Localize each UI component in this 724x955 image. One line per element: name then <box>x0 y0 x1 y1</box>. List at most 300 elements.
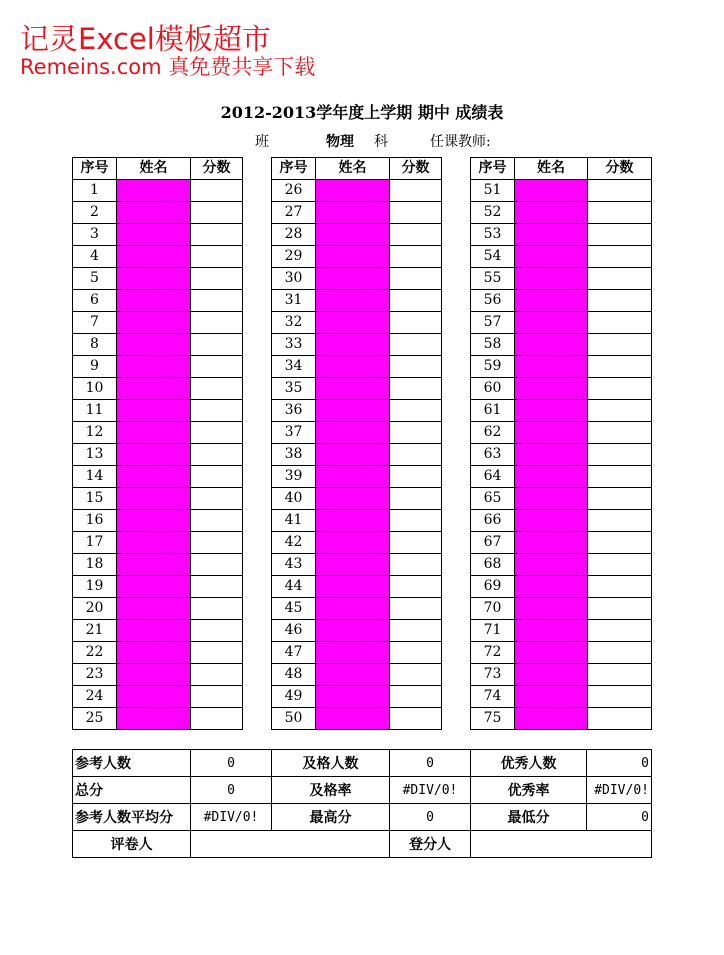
score-cell[interactable] <box>191 246 243 268</box>
table-row <box>73 246 243 268</box>
student-name-cell[interactable] <box>515 598 588 620</box>
table-row <box>73 312 243 334</box>
student-name-cell[interactable] <box>515 312 588 334</box>
row-number: 40 <box>272 488 316 510</box>
student-name-cell[interactable] <box>316 246 390 268</box>
score-cell[interactable] <box>390 576 442 598</box>
score-cell[interactable] <box>191 708 243 730</box>
score-cell[interactable] <box>390 466 442 488</box>
student-name-cell[interactable] <box>117 290 191 312</box>
score-cell[interactable] <box>588 356 652 378</box>
student-name-cell[interactable] <box>515 268 588 290</box>
score-cell[interactable] <box>191 180 243 202</box>
student-name-cell[interactable] <box>515 532 588 554</box>
score-cell[interactable] <box>390 268 442 290</box>
row-number: 55 <box>471 268 515 290</box>
student-name-cell[interactable] <box>515 488 588 510</box>
score-cell[interactable] <box>191 488 243 510</box>
summary-label: 优秀人数 <box>471 750 587 777</box>
row-number: 23 <box>73 664 117 686</box>
score-cell[interactable] <box>588 686 652 708</box>
table-row <box>272 708 442 730</box>
summary-row <box>73 777 652 804</box>
score-cell[interactable] <box>390 202 442 224</box>
student-name-cell[interactable] <box>316 378 390 400</box>
student-name-cell[interactable] <box>117 664 191 686</box>
header-name: 姓名 <box>515 158 588 180</box>
student-name-cell[interactable] <box>316 444 390 466</box>
score-cell[interactable] <box>588 576 652 598</box>
score-cell[interactable] <box>588 466 652 488</box>
table-row <box>272 290 442 312</box>
row-number: 49 <box>272 686 316 708</box>
score-cell[interactable] <box>191 378 243 400</box>
student-name-cell[interactable] <box>316 202 390 224</box>
student-name-cell[interactable] <box>117 334 191 356</box>
score-cell[interactable] <box>588 422 652 444</box>
score-cell[interactable] <box>191 532 243 554</box>
row-number: 2 <box>73 202 117 224</box>
table-row <box>272 620 442 642</box>
student-name-cell[interactable] <box>117 708 191 730</box>
score-cell[interactable] <box>191 290 243 312</box>
score-cell[interactable] <box>390 598 442 620</box>
student-name-cell[interactable] <box>316 356 390 378</box>
student-name-cell[interactable] <box>117 510 191 532</box>
row-number: 54 <box>471 246 515 268</box>
score-cell[interactable] <box>588 532 652 554</box>
student-name-cell[interactable] <box>515 554 588 576</box>
student-name-cell[interactable] <box>316 268 390 290</box>
student-name-cell[interactable] <box>515 466 588 488</box>
table-row <box>272 180 442 202</box>
table-row <box>471 224 652 246</box>
student-name-cell[interactable] <box>515 356 588 378</box>
summary-label: 及格人数 <box>272 750 390 777</box>
teacher-label: 任课教师: <box>430 134 491 150</box>
table-row <box>73 356 243 378</box>
table-row <box>272 576 442 598</box>
table-row <box>73 554 243 576</box>
row-number: 69 <box>471 576 515 598</box>
table-row <box>471 246 652 268</box>
student-name-cell[interactable] <box>316 466 390 488</box>
student-name-cell[interactable] <box>117 378 191 400</box>
table-row <box>471 510 652 532</box>
score-cell[interactable] <box>191 422 243 444</box>
table-row <box>471 708 652 730</box>
row-number: 1 <box>73 180 117 202</box>
score-cell[interactable] <box>191 224 243 246</box>
student-name-cell[interactable] <box>117 576 191 598</box>
row-number: 57 <box>471 312 515 334</box>
row-number: 35 <box>272 378 316 400</box>
row-number: 47 <box>272 642 316 664</box>
table-row <box>471 444 652 466</box>
summary-value[interactable]: 0 <box>191 777 272 804</box>
student-name-cell[interactable] <box>117 422 191 444</box>
row-number: 8 <box>73 334 117 356</box>
student-name-cell[interactable] <box>117 268 191 290</box>
summary-value[interactable]: #DIV/0! <box>587 777 652 804</box>
student-name-cell[interactable] <box>515 378 588 400</box>
score-cell[interactable] <box>588 180 652 202</box>
header-score: 分数 <box>588 158 652 180</box>
score-cell[interactable] <box>390 510 442 532</box>
table-row <box>272 312 442 334</box>
summary-value[interactable]: 0 <box>587 804 652 831</box>
row-number: 52 <box>471 202 515 224</box>
table-row <box>471 268 652 290</box>
score-cell[interactable] <box>588 488 652 510</box>
row-number: 5 <box>73 268 117 290</box>
grader-field[interactable] <box>191 831 390 858</box>
student-name-cell[interactable] <box>515 708 588 730</box>
row-number: 63 <box>471 444 515 466</box>
summary-label: 最低分 <box>471 804 587 831</box>
table-row <box>272 246 442 268</box>
score-cell[interactable] <box>588 620 652 642</box>
row-number: 43 <box>272 554 316 576</box>
student-name-cell[interactable] <box>515 400 588 422</box>
table-row <box>73 664 243 686</box>
student-name-cell[interactable] <box>316 180 390 202</box>
student-name-cell[interactable] <box>117 598 191 620</box>
row-number: 42 <box>272 532 316 554</box>
student-name-cell[interactable] <box>515 444 588 466</box>
summary-value[interactable]: 0 <box>390 750 471 777</box>
table-row <box>471 686 652 708</box>
student-name-cell[interactable] <box>117 532 191 554</box>
roster-table-3 <box>470 157 652 730</box>
student-name-cell[interactable] <box>117 180 191 202</box>
student-name-cell[interactable] <box>316 664 390 686</box>
row-number: 75 <box>471 708 515 730</box>
roster-header-row <box>272 158 442 180</box>
table-row <box>73 532 243 554</box>
table-row <box>471 334 652 356</box>
row-number: 72 <box>471 642 515 664</box>
score-cell[interactable] <box>191 554 243 576</box>
header-number: 序号 <box>272 158 316 180</box>
header-name: 姓名 <box>117 158 191 180</box>
table-row <box>272 224 442 246</box>
table-row <box>471 202 652 224</box>
score-cell[interactable] <box>390 708 442 730</box>
header-score: 分数 <box>191 158 243 180</box>
student-name-cell[interactable] <box>316 576 390 598</box>
row-number: 26 <box>272 180 316 202</box>
student-name-cell[interactable] <box>316 620 390 642</box>
score-cell[interactable] <box>390 642 442 664</box>
roster-body <box>73 158 243 730</box>
student-name-cell[interactable] <box>117 466 191 488</box>
score-cell[interactable] <box>191 444 243 466</box>
table-row <box>272 686 442 708</box>
row-number: 16 <box>73 510 117 532</box>
student-name-cell[interactable] <box>316 334 390 356</box>
subject-value[interactable]: 物理 <box>326 134 354 150</box>
student-name-cell[interactable] <box>117 686 191 708</box>
student-name-cell[interactable] <box>117 224 191 246</box>
student-name-cell[interactable] <box>117 554 191 576</box>
score-cell[interactable] <box>588 400 652 422</box>
student-name-cell[interactable] <box>515 642 588 664</box>
summary-value[interactable]: 0 <box>390 804 471 831</box>
student-name-cell[interactable] <box>515 510 588 532</box>
row-number: 30 <box>272 268 316 290</box>
score-cell[interactable] <box>191 510 243 532</box>
header-score: 分数 <box>390 158 442 180</box>
score-cell[interactable] <box>191 598 243 620</box>
score-cell[interactable] <box>390 664 442 686</box>
score-cell[interactable] <box>191 268 243 290</box>
table-row <box>272 444 442 466</box>
student-name-cell[interactable] <box>117 642 191 664</box>
score-cell[interactable] <box>588 334 652 356</box>
summary-row <box>73 750 652 777</box>
score-cell[interactable] <box>191 642 243 664</box>
score-cell[interactable] <box>191 356 243 378</box>
table-row <box>73 510 243 532</box>
summary-value[interactable]: 0 <box>191 750 272 777</box>
student-name-cell[interactable] <box>117 444 191 466</box>
score-cell[interactable] <box>390 224 442 246</box>
table-row <box>272 664 442 686</box>
student-name-cell[interactable] <box>316 510 390 532</box>
roster-table-2 <box>271 157 442 730</box>
student-name-cell[interactable] <box>117 488 191 510</box>
student-name-cell[interactable] <box>316 224 390 246</box>
summary-body <box>73 750 652 858</box>
score-cell[interactable] <box>191 664 243 686</box>
student-name-cell[interactable] <box>117 246 191 268</box>
summary-row <box>73 804 652 831</box>
score-cell[interactable] <box>191 334 243 356</box>
student-name-cell[interactable] <box>316 422 390 444</box>
score-cell[interactable] <box>588 554 652 576</box>
roster-header-row <box>73 158 243 180</box>
student-name-cell[interactable] <box>316 400 390 422</box>
row-number: 6 <box>73 290 117 312</box>
score-cell[interactable] <box>191 202 243 224</box>
table-row <box>73 488 243 510</box>
summary-value[interactable]: #DIV/0! <box>191 804 272 831</box>
score-cell[interactable] <box>588 664 652 686</box>
score-cell[interactable] <box>588 598 652 620</box>
summary-label: 优秀率 <box>471 777 587 804</box>
student-name-cell[interactable] <box>316 642 390 664</box>
row-number: 39 <box>272 466 316 488</box>
table-row <box>73 686 243 708</box>
student-name-cell[interactable] <box>316 598 390 620</box>
row-number: 64 <box>471 466 515 488</box>
header-number: 序号 <box>73 158 117 180</box>
score-cell[interactable] <box>588 224 652 246</box>
score-cell[interactable] <box>588 444 652 466</box>
student-name-cell[interactable] <box>316 290 390 312</box>
header-name: 姓名 <box>316 158 390 180</box>
score-cell[interactable] <box>588 202 652 224</box>
table-row <box>471 378 652 400</box>
score-cell[interactable] <box>390 334 442 356</box>
score-cell[interactable] <box>390 400 442 422</box>
student-name-cell[interactable] <box>515 686 588 708</box>
score-cell[interactable] <box>390 312 442 334</box>
student-name-cell[interactable] <box>117 620 191 642</box>
table-row <box>73 708 243 730</box>
table-row <box>73 620 243 642</box>
sheet-title: 2012-2013学年度上学期 期中 成绩表 <box>220 103 504 122</box>
summary-label: 总分 <box>73 777 191 804</box>
table-row <box>471 598 652 620</box>
row-number: 14 <box>73 466 117 488</box>
table-row <box>73 642 243 664</box>
row-number: 15 <box>73 488 117 510</box>
score-cell[interactable] <box>390 554 442 576</box>
table-row <box>471 312 652 334</box>
score-cell[interactable] <box>191 400 243 422</box>
student-name-cell[interactable] <box>316 312 390 334</box>
row-number: 62 <box>471 422 515 444</box>
table-row <box>471 532 652 554</box>
table-row <box>272 268 442 290</box>
score-cell[interactable] <box>191 686 243 708</box>
score-cell[interactable] <box>191 576 243 598</box>
subject-suffix: 科 <box>374 134 388 150</box>
student-name-cell[interactable] <box>515 180 588 202</box>
row-number: 27 <box>272 202 316 224</box>
row-number: 56 <box>471 290 515 312</box>
table-row <box>471 620 652 642</box>
roster-body <box>272 158 442 730</box>
row-number: 29 <box>272 246 316 268</box>
student-name-cell[interactable] <box>515 290 588 312</box>
row-number: 3 <box>73 224 117 246</box>
roster-header-row <box>471 158 652 180</box>
row-number: 9 <box>73 356 117 378</box>
score-cell[interactable] <box>191 312 243 334</box>
student-name-cell[interactable] <box>515 664 588 686</box>
student-name-cell[interactable] <box>117 312 191 334</box>
score-cell[interactable] <box>588 246 652 268</box>
score-cell[interactable] <box>588 290 652 312</box>
score-cell[interactable] <box>390 422 442 444</box>
summary-label: 参考人数平均分 <box>73 804 191 831</box>
row-number: 4 <box>73 246 117 268</box>
row-number: 70 <box>471 598 515 620</box>
table-row <box>73 290 243 312</box>
table-row <box>471 356 652 378</box>
row-number: 38 <box>272 444 316 466</box>
score-cell[interactable] <box>390 488 442 510</box>
table-row <box>73 422 243 444</box>
row-number: 58 <box>471 334 515 356</box>
summary-value[interactable]: 0 <box>587 750 652 777</box>
row-number: 25 <box>73 708 117 730</box>
student-name-cell[interactable] <box>515 224 588 246</box>
table-row <box>272 488 442 510</box>
score-cell[interactable] <box>390 686 442 708</box>
student-name-cell[interactable] <box>316 708 390 730</box>
score-cell[interactable] <box>390 180 442 202</box>
row-number: 37 <box>272 422 316 444</box>
student-name-cell[interactable] <box>316 488 390 510</box>
row-number: 46 <box>272 620 316 642</box>
row-number: 36 <box>272 400 316 422</box>
table-row <box>471 180 652 202</box>
score-cell[interactable] <box>390 246 442 268</box>
table-row <box>272 532 442 554</box>
student-name-cell[interactable] <box>515 620 588 642</box>
class-label: 班 <box>255 134 269 150</box>
table-row <box>471 554 652 576</box>
student-name-cell[interactable] <box>117 400 191 422</box>
score-cell[interactable] <box>588 378 652 400</box>
row-number: 51 <box>471 180 515 202</box>
row-number: 41 <box>272 510 316 532</box>
signature-row <box>73 831 652 858</box>
score-cell[interactable] <box>588 642 652 664</box>
student-name-cell[interactable] <box>515 202 588 224</box>
row-number: 67 <box>471 532 515 554</box>
table-row <box>471 642 652 664</box>
student-name-cell[interactable] <box>515 576 588 598</box>
student-name-cell[interactable] <box>316 554 390 576</box>
table-row <box>471 290 652 312</box>
score-cell[interactable] <box>588 268 652 290</box>
student-name-cell[interactable] <box>316 686 390 708</box>
student-name-cell[interactable] <box>515 334 588 356</box>
table-row <box>73 180 243 202</box>
student-name-cell[interactable] <box>515 422 588 444</box>
score-cell[interactable] <box>191 620 243 642</box>
recorder-label: 登分人 <box>390 831 471 858</box>
score-cell[interactable] <box>588 312 652 334</box>
row-number: 34 <box>272 356 316 378</box>
student-name-cell[interactable] <box>117 356 191 378</box>
table-row <box>272 598 442 620</box>
score-cell[interactable] <box>588 510 652 532</box>
score-cell[interactable] <box>390 378 442 400</box>
score-cell[interactable] <box>390 532 442 554</box>
score-cell[interactable] <box>390 356 442 378</box>
table-row <box>471 466 652 488</box>
summary-value[interactable]: #DIV/0! <box>390 777 471 804</box>
score-cell[interactable] <box>588 708 652 730</box>
summary-label: 及格率 <box>272 777 390 804</box>
table-row <box>73 466 243 488</box>
watermark-subtitle: Remeins.com 真免费共享下载 <box>20 55 316 79</box>
student-name-cell[interactable] <box>316 532 390 554</box>
table-row <box>73 224 243 246</box>
row-number: 31 <box>272 290 316 312</box>
row-number: 61 <box>471 400 515 422</box>
row-number: 73 <box>471 664 515 686</box>
recorder-field[interactable] <box>471 831 652 858</box>
table-row <box>471 422 652 444</box>
student-name-cell[interactable] <box>515 246 588 268</box>
student-name-cell[interactable] <box>117 202 191 224</box>
row-number: 28 <box>272 224 316 246</box>
score-cell[interactable] <box>390 444 442 466</box>
row-number: 22 <box>73 642 117 664</box>
score-cell[interactable] <box>191 466 243 488</box>
row-number: 10 <box>73 378 117 400</box>
score-cell[interactable] <box>390 290 442 312</box>
score-cell[interactable] <box>390 620 442 642</box>
row-number: 53 <box>471 224 515 246</box>
